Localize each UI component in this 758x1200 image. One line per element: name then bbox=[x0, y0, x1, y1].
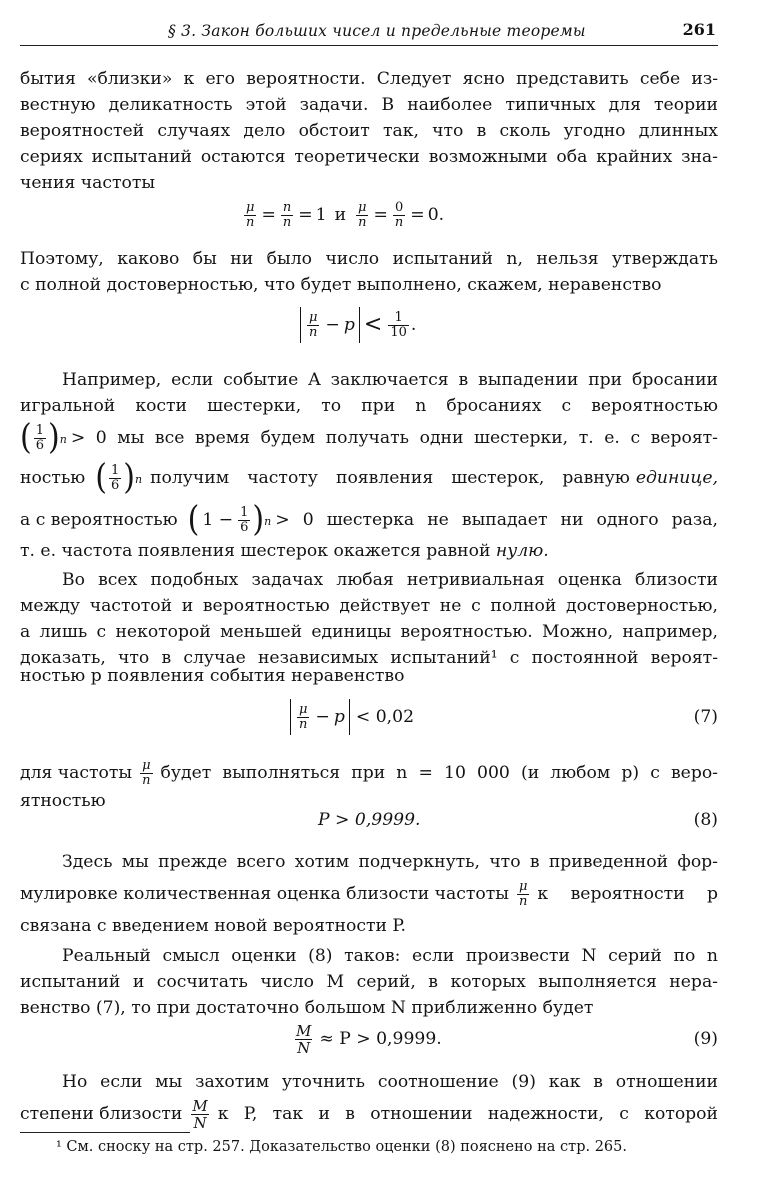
formula-7: $\frac{\mu}{n}$ − p < 0,02 bbox=[290, 697, 414, 737]
text-line: испытаний и сосчитать число M серий, в которых выполняется нера- bbox=[20, 972, 718, 992]
text-line: доказать, что в случае независимых испытаний¹ с постоянной вероят- bbox=[20, 648, 718, 668]
formula-9: $\frac{M}{N}$ ≈ P > 0,9999. bbox=[296, 1021, 442, 1057]
formula-inequality-tenth: $\frac{\mu}{n}$ − p < $\frac{1}{10}$ . bbox=[300, 305, 416, 345]
footnote-rule bbox=[20, 1132, 190, 1133]
text-line: для частоты $\frac{\mu}{n}$ будет выполняться при n = 10 000 (и любом p) с веро- bbox=[20, 757, 718, 788]
text-line: игральной кости шестерки, то при n бросаниях с вероятностью bbox=[20, 396, 718, 416]
text-line: чения частоты bbox=[20, 173, 156, 193]
text-line: Здесь мы прежде всего хотим подчеркнуть, что в приведенной фор- bbox=[62, 852, 718, 872]
text-line-probability: ностью ( $\frac{1}{6}$ ) n получим частоту появления шестерок, равную единице, bbox=[20, 457, 718, 498]
text-line: вероятностей случаях дело обстоит так, что в сколь угодно длинных bbox=[20, 121, 718, 141]
header-rule bbox=[20, 45, 718, 46]
running-header bbox=[20, 20, 720, 46]
text-line: ностью p появления события неравенство bbox=[20, 666, 405, 686]
text-line: вестную деликатность этой задачи. В наиболее типичных для теории bbox=[20, 95, 718, 115]
text-line: венство (7), то при достаточно большом N приближенно будет bbox=[20, 998, 594, 1018]
text-line: сериях испытаний остаются теоретически возможными оба крайних зна- bbox=[20, 147, 718, 167]
formula-extreme-frequencies: $\frac{\mu}{n}$ = $\frac{n}{n}$ = 1 и $\frac{\mu}{n}$ = $\frac{0}{n}$ = 0. bbox=[246, 199, 445, 230]
text-line: Например, если событие A заключается в выпадении при бросании bbox=[62, 370, 718, 390]
text-line: степени близости $\frac{M}{N}$ к P, так и в отношении надежности, с которой bbox=[20, 1096, 718, 1132]
text-line-probability: ( $\frac{1}{6}$ ) n > 0 мы все время будем получать одни шестерки, т. е. с вероят- bbox=[20, 417, 718, 458]
text-line: мулировке количественная оценка близости частоты $\frac{\mu}{n}$ к вероятности p bbox=[20, 878, 718, 909]
text-line: а лишь с некоторой меньшей единицы вероятностью. Можно, например, bbox=[20, 622, 718, 642]
text-line: Реальный смысл оценки (8) таков: если произвести N серий по n bbox=[62, 946, 718, 966]
section-title: § 3. Закон больших чисел и предельные теоремы bbox=[168, 22, 586, 40]
equation-number: (7) bbox=[693, 707, 718, 727]
formula-8: P > 0,9999. bbox=[318, 810, 421, 830]
text-line: Но если мы захотим уточнить соотношение (9) как в отношении bbox=[62, 1072, 718, 1092]
text-line: между частотой и вероятностью действует не с полной достоверностью, bbox=[20, 596, 718, 616]
text-line-probability: а с вероятностью ( 1 − $\frac{1}{6}$ ) n > 0 шестерка не выпадает ни одного раза, bbox=[20, 499, 718, 540]
text-line: с полной достоверностью, что будет выполнено, скажем, неравенство bbox=[20, 275, 662, 295]
text-line: бытия «близки» к его вероятности. Следует ясно представить себе из- bbox=[20, 69, 718, 89]
page-number: 261 bbox=[682, 20, 716, 39]
text-line: ятностью bbox=[20, 791, 106, 811]
text-line: т. е. частота появления шестерок окажется равной нулю. bbox=[20, 541, 549, 561]
footnote: ¹ См. сноску на стр. 257. Доказательство оценки (8) пояснено на стр. 265. bbox=[56, 1139, 627, 1155]
text-line: Во всех подобных задачах любая нетривиальная оценка близости bbox=[62, 570, 718, 590]
text-line: связана с введением новой вероятности P. bbox=[20, 916, 406, 936]
equation-number: (8) bbox=[693, 810, 718, 830]
equation-number: (9) bbox=[693, 1029, 718, 1049]
text-line: Поэтому, каково бы ни было число испытаний n, нельзя утверждать bbox=[20, 249, 718, 269]
